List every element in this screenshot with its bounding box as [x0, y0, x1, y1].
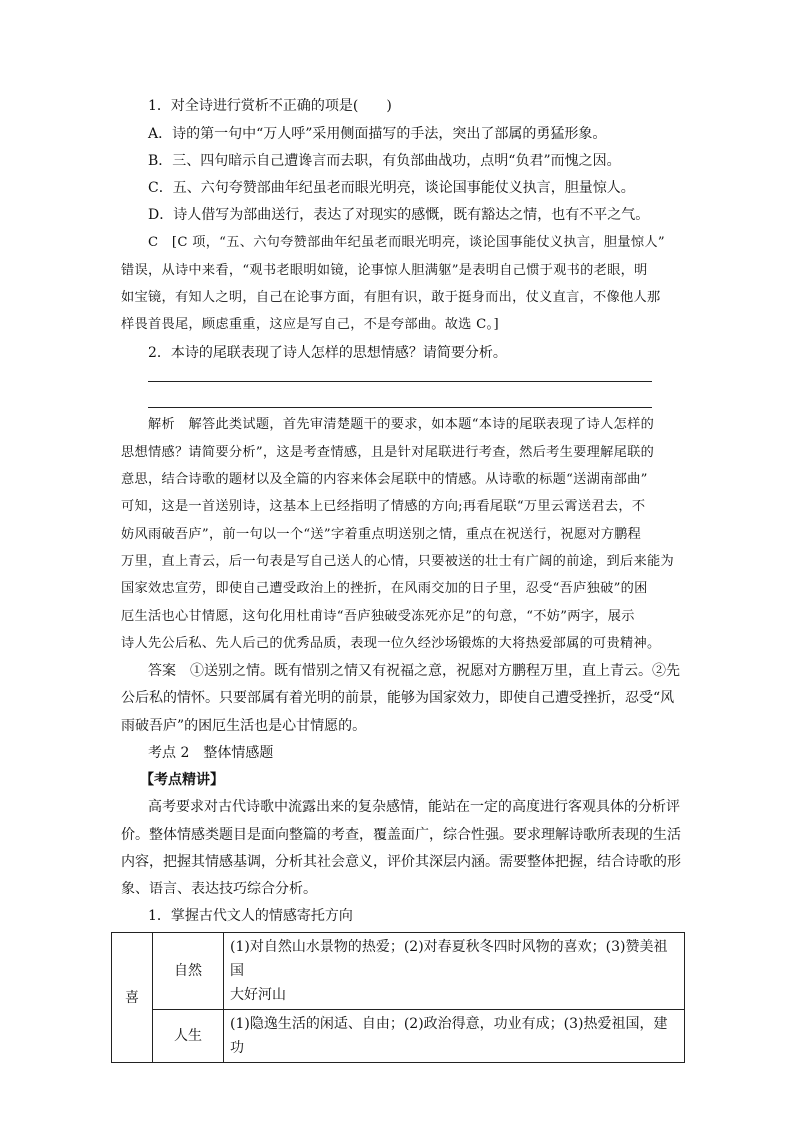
answer-blank-line	[148, 407, 652, 408]
topic-cell: 人生	[153, 1010, 224, 1063]
section-title: 考点 2 整体情感题	[148, 745, 274, 761]
q1-option-d: D．诗人借写为部曲送行，表达了对现实的感慨，既有豁达之情，也有不平之气。	[148, 207, 650, 223]
section-body-line: 高考要求对古代诗歌中流露出来的复杂感情，能站在一定的高度进行客观具体的分析评	[148, 799, 680, 815]
q2-analysis-line: 万里，直上青云，后一句表是写自己送人的心情，只要被送的壮士有广阔的前途，到后来能为	[121, 554, 674, 569]
topic-cell: 自然	[153, 933, 224, 1010]
q2-answer-line: 公后私的情怀。只要部属有着光明的前景，能够为国家效力，即使自己遭受挫折，忍受“风	[121, 690, 675, 706]
content-line: (1)对自然山水景物的热爱；(2)对春夏秋冬四时风物的喜欢；(3)赞美祖国	[230, 939, 668, 979]
q2-analysis-line: 思想情感？请简要分析”，这是考查情感，且是针对尾联进行考查，然后考生要理解尾联的	[121, 445, 655, 460]
table-row	[112, 1010, 685, 1063]
q2-analysis-line: 可知，这是一首送别诗，这基本上已经指明了情感的方向;再看尾联“万里云霄送君去，不	[121, 499, 646, 514]
section-body-line: 价。整体情感类题目是面向整篇的考查，覆盖面广，综合性强。要求理解诗歌所表现的生活	[121, 827, 681, 843]
q2-answer-line: 雨破吾庐”的困厄生活也是心甘情愿的。	[121, 718, 367, 734]
content-line: 大好河山	[230, 987, 286, 1003]
content-cell	[224, 1010, 685, 1063]
section-body-line: 内容，把握其情感基调，分析其社会意义，评价其深层内涵。需要整体把握，结合诗歌的形	[121, 854, 681, 870]
answer-blank-line	[148, 381, 652, 382]
emotion-table	[111, 932, 685, 1063]
section-body-line: 象、语言、表达技巧综合分析。	[121, 881, 317, 897]
section-subtitle: 【考点精讲】	[140, 772, 224, 788]
q2-analysis-line: 妨风雨破吾庐”，前一句以一个“送”字着重点明送别之情，重点在祝送行，祝愿对方鹏程	[121, 527, 642, 542]
q2-analysis-line: 国家效忠宣劳，即使自己遭受政治上的挫折，在风雨交加的日子里，忍受“吾庐独破”的困	[121, 581, 648, 596]
q2-answer-line: 答案 ①送别之情。既有惜别之情又有祝福之意，祝愿对方鹏程万里，直上青云。②先	[148, 663, 680, 679]
q2-analysis-line: 厄生活也心甘情愿，这句化用杜甫诗“吾庐独破受冻死亦足”的句意，“不妨”两字，展示	[121, 609, 635, 624]
q1-analysis-line: 如宝镜，有知人之明，自己在论事方面，有胆有识，敢于挺身而出，仗义直言，不像他人那	[121, 290, 661, 305]
point-1-heading: 1．掌握古代文人的情感寄托方向	[148, 908, 353, 924]
q1-stem: 1．对全诗进行赏析不正确的项是( )	[148, 98, 392, 114]
table-row	[112, 933, 685, 1010]
q2-stem: 2．本诗的尾联表现了诗人怎样的思想情感？请简要分析。	[148, 345, 507, 361]
content-line: (1)隐逸生活的闲适、自由；(2)政治得意，功业有成；(3)热爱祖国，建功	[230, 1016, 668, 1056]
q2-analysis-line: 意思，结合诗歌的题材以及全篇的内容来体会尾联中的情感。从诗歌的标题“送湖南部曲”	[121, 472, 648, 487]
q1-option-b: B．三、四句暗示自己遭谗言而去职，有负部曲战功，点明“负君”而愧之因。	[148, 153, 621, 169]
q2-analysis-line: 解析 解答此类试题，首先审清楚题干的要求，如本题“本诗的尾联表现了诗人怎样的	[148, 417, 655, 432]
q1-analysis-line: 样畏首畏尾，顾虑重重，这应是写自己，不是夸部曲。故选 C。]	[121, 317, 499, 332]
category-cell: 喜	[112, 933, 153, 1063]
q1-analysis-line: C [C 项，“五、六句夸赞部曲年纪虽老而眼光明亮，谈论国事能仗义执言，胆量惊人”	[148, 235, 665, 250]
q1-option-a: A．诗的第一句中“万人呼”采用侧面描写的手法，突出了部属的勇猛形象。	[148, 126, 607, 142]
content-cell	[224, 933, 685, 1010]
q2-analysis-line: 诗人先公后私、先人后己的优秀品质，表现一位久经沙场锻炼的大将热爱部属的可贵精神。	[121, 636, 661, 651]
q1-option-c: C．五、六句夸赞部曲年纪虽老而眼光明亮，谈论国事能仗义执言，胆量惊人。	[148, 180, 635, 196]
q1-analysis-line: 错误，从诗中来看，“观书老眼明如镜，论事惊人胆满躯”是表明自己惯于观书的老眼，明	[121, 263, 648, 278]
